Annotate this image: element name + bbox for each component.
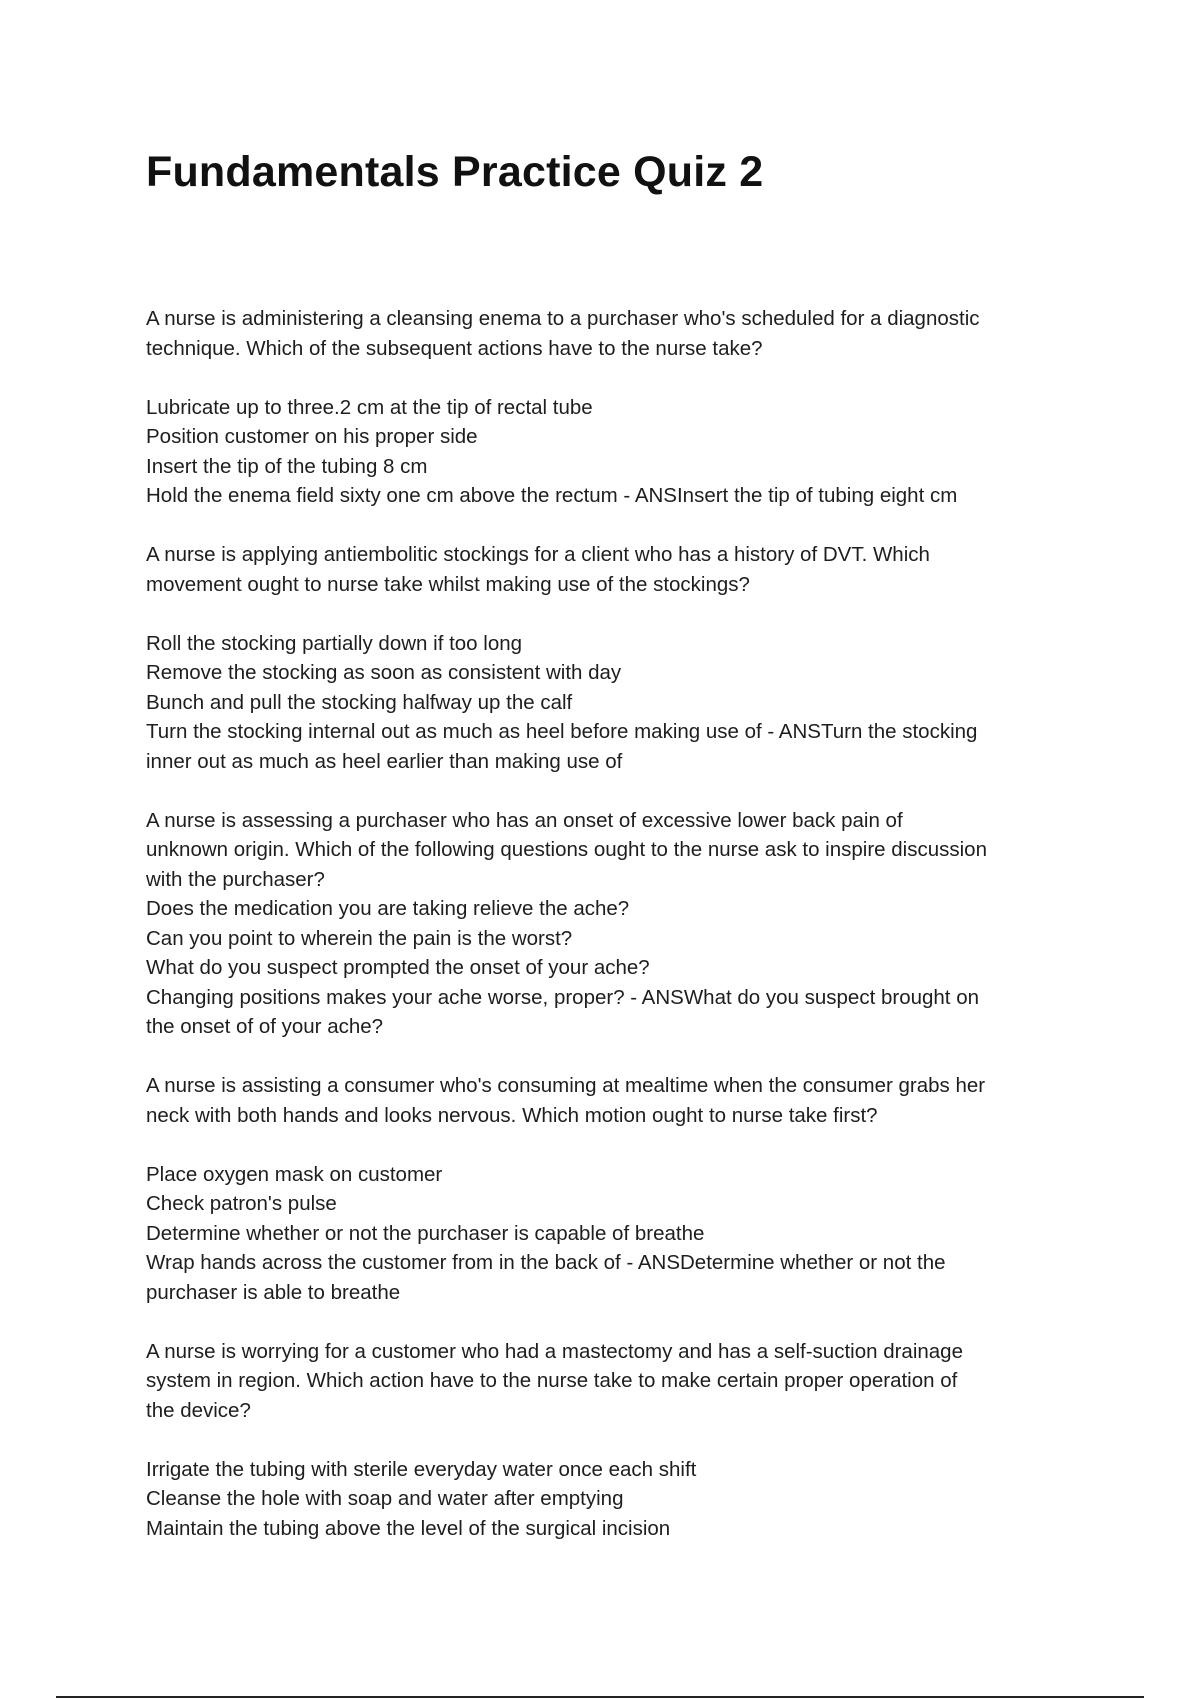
text-line: Remove the stocking as soon as consistent with day — [146, 661, 622, 684]
text-line: Check patron's pulse — [146, 1192, 337, 1215]
question-block — [146, 806, 1076, 1042]
text-line: A nurse is worrying for a customer who had a mastectomy and has a self-suction drainage — [146, 1339, 963, 1363]
text-line: purchaser is able to breathe — [146, 1280, 401, 1304]
text-line: Irrigate the tubing with sterile everyday water once each shift — [146, 1457, 697, 1481]
answer-options-block — [146, 393, 1076, 511]
text-line: Can you point to wherein the pain is the worst? — [146, 926, 573, 950]
answer-options-block — [146, 1160, 1076, 1308]
text-line: system in region. Which action have to the nurse take to make certain proper operation of — [146, 1369, 958, 1392]
text-line: Cleanse the hole with soap and water after emptying — [146, 1487, 624, 1510]
text-line: technique. Which of the subsequent actions have to the nurse take? — [146, 336, 763, 360]
text-line: Insert the tip of the tubing 8 cm — [146, 454, 428, 478]
text-line: Bunch and pull the stocking halfway up the calf — [146, 690, 573, 714]
footer-divider — [56, 1696, 1144, 1698]
text-line: the onset of of your ache? — [146, 1015, 384, 1038]
text-line: A nurse is assessing a purchaser who has an onset of excessive lower back pain of — [146, 808, 903, 832]
quiz-content — [146, 304, 1076, 1573]
text-line: neck with both hands and looks nervous. Which motion ought to nurse take first? — [146, 1103, 878, 1127]
text-line: Position customer on his proper side — [146, 425, 478, 448]
text-line: A nurse is applying antiembolitic stockings for a client who has a history of DVT. Which — [146, 543, 930, 566]
answer-options-block — [146, 629, 1076, 777]
question-block — [146, 540, 1076, 599]
text-line: Lubricate up to three.2 cm at the tip of rectal tube — [146, 395, 593, 419]
text-line: Does the medication you are taking relieve the ache? — [146, 897, 630, 920]
question-block — [146, 1337, 1076, 1426]
text-line: Determine whether or not the purchaser is capable of breathe — [146, 1221, 705, 1245]
text-line: movement ought to nurse take whilst making use of the stockings? — [146, 572, 750, 596]
text-line: Turn the stocking internal out as much as heel before making use of - ANSTurn the stocking — [146, 720, 978, 743]
text-line: Place oxygen mask on customer — [146, 1162, 443, 1186]
question-block — [146, 304, 1076, 363]
text-line: Hold the enema field sixty one cm above the rectum - ANSInsert the tip of tubing eight cm — [146, 484, 958, 507]
text-line: Maintain the tubing above the level of the surgical incision — [146, 1516, 671, 1540]
text-line: Changing positions makes your ache worse, proper? - ANSWhat do you suspect brought on — [146, 985, 979, 1009]
page-title: Fundamentals Practice Quiz 2 — [146, 148, 764, 196]
answer-options-block — [146, 1455, 1076, 1544]
text-line: with the purchaser? — [146, 867, 325, 891]
text-line: inner out as much as heel earlier than making use of — [146, 749, 623, 773]
text-line: the device? — [146, 1398, 251, 1422]
question-block — [146, 1071, 1076, 1130]
text-line: Wrap hands across the customer from in the back of - ANSDetermine whether or not the — [146, 1251, 946, 1274]
text-line: Roll the stocking partially down if too long — [146, 631, 523, 655]
text-line: unknown origin. Which of the following questions ought to the nurse ask to inspire discussion — [146, 838, 987, 861]
text-line: A nurse is administering a cleansing enema to a purchaser who's scheduled for a diagnostic — [146, 307, 980, 330]
text-line: What do you suspect prompted the onset of your ache? — [146, 956, 650, 979]
text-line: A nurse is assisting a consumer who's consuming at mealtime when the consumer grabs her — [146, 1074, 986, 1097]
